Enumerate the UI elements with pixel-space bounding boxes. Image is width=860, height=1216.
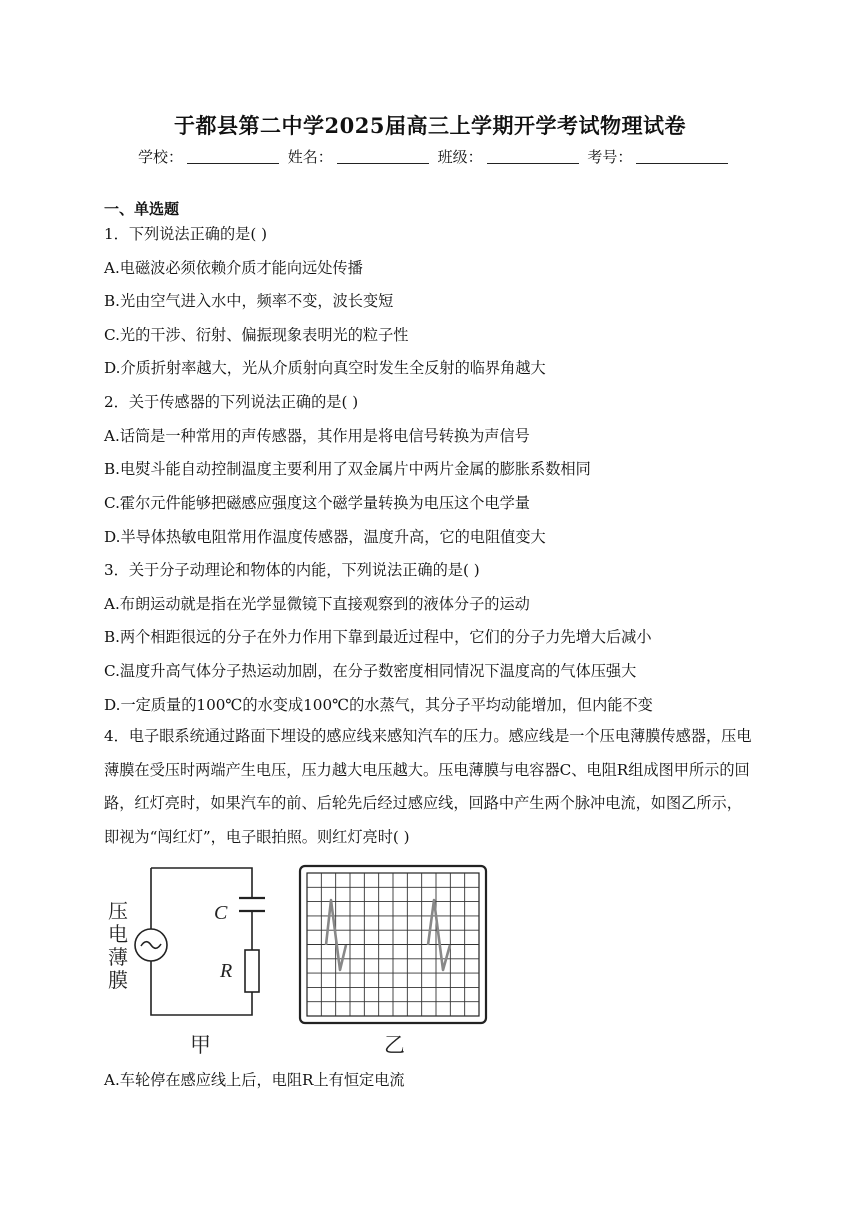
question-2-option-d: D.半导体热敏电阻常用作温度传感器，温度升高，它的电阻值变大 xyxy=(104,528,546,546)
resistor-symbol xyxy=(245,950,259,992)
caption-jia: 甲 xyxy=(190,1033,211,1057)
film-label-char-3: 薄 xyxy=(108,945,128,969)
circuit-bottom-wire xyxy=(151,961,252,1015)
circuit-diagram xyxy=(135,868,265,1015)
film-label-char-2: 电 xyxy=(108,922,128,946)
question-1-option-a: A.电磁波必须依赖介质才能向远处传播 xyxy=(104,259,363,277)
question-3-option-b: B.两个相距很远的分子在外力作用下靠到最近过程中，它们的分子力先增大后减小 xyxy=(104,628,652,646)
question-2-option-b: B.电熨斗能自动控制温度主要利用了双金属片中两片金属的膨胀系数相同 xyxy=(104,460,591,478)
film-label-char-1: 压 xyxy=(108,899,128,923)
school-label: 学校： xyxy=(138,148,184,166)
question-1-option-c: C.光的干涉、衍射、偏振现象表明光的粒子性 xyxy=(104,326,409,344)
question-3-option-c: C.温度升高气体分子热运动加剧，在分子数密度相同情况下温度高的气体压强大 xyxy=(104,662,637,680)
question-4-stem: 4．电子眼系统通过路面下埋设的感应线来感知汽车的压力。感应线是一个压电薄膜传感器，压电薄膜在受压时两端产生电压，压力越大电压越大。压电薄膜与电容器C、电阻R组成图甲所示的回路，红灯亮时，如果汽车的前、后轮先后经过感应线，回路中产生两个脉冲电流，如图乙所示，即视为“闯红灯”，电子眼拍照。则红灯亮时( ) xyxy=(104,727,752,847)
question-1-stem: 1．下列说法正确的是( ) xyxy=(104,225,268,243)
name-blank xyxy=(337,149,429,164)
question-1-option-d: D.介质折射率越大，光从介质射向真空时发生全反射的临界角越大 xyxy=(104,359,546,377)
film-label-char-4: 膜 xyxy=(108,968,128,992)
question-4-figure xyxy=(98,860,498,1060)
school-blank xyxy=(187,149,279,164)
name-label: 姓名： xyxy=(287,148,333,166)
question-3-stem: 3．关于分子动理论和物体的内能，下列说法正确的是( ) xyxy=(104,561,480,579)
question-2-option-a: A.话筒是一种常用的声传感器，其作用是将电信号转换为声信号 xyxy=(104,427,530,445)
circuit-top-wire xyxy=(151,868,252,898)
exam-number-label: 考号： xyxy=(587,148,633,166)
section-title: 一、单选题 xyxy=(104,200,180,218)
question-3-option-d: D.一定质量的100℃的水变成100℃的水蒸气，其分子平均动能增加，但内能不变 xyxy=(104,696,653,714)
student-info-row xyxy=(138,146,732,167)
exam-number-blank xyxy=(636,149,728,164)
film-label xyxy=(108,899,128,992)
question-2-stem: 2．关于传感器的下列说法正确的是( ) xyxy=(104,393,359,411)
question-4-option-a: A.车轮停在感应线上后，电阻R上有恒定电流 xyxy=(104,1071,405,1089)
caption-yi: 乙 xyxy=(384,1033,405,1057)
oscilloscope-screen xyxy=(300,866,486,1023)
capacitor-label: C xyxy=(214,902,228,924)
resistor-label: R xyxy=(220,960,233,982)
question-3-option-a: A.布朗运动就是指在光学显微镜下直接观察到的液体分子的运动 xyxy=(104,595,530,613)
class-blank xyxy=(487,149,579,164)
question-1-option-b: B.光由空气进入水中，频率不变，波长变短 xyxy=(104,292,394,310)
page-title: 于都县第二中学2025届高三上学期开学考试物理试卷 xyxy=(174,113,686,138)
class-label: 班级： xyxy=(437,148,483,166)
question-2-option-c: C.霍尔元件能够把磁感应强度这个磁学量转换为电压这个电学量 xyxy=(104,494,530,512)
